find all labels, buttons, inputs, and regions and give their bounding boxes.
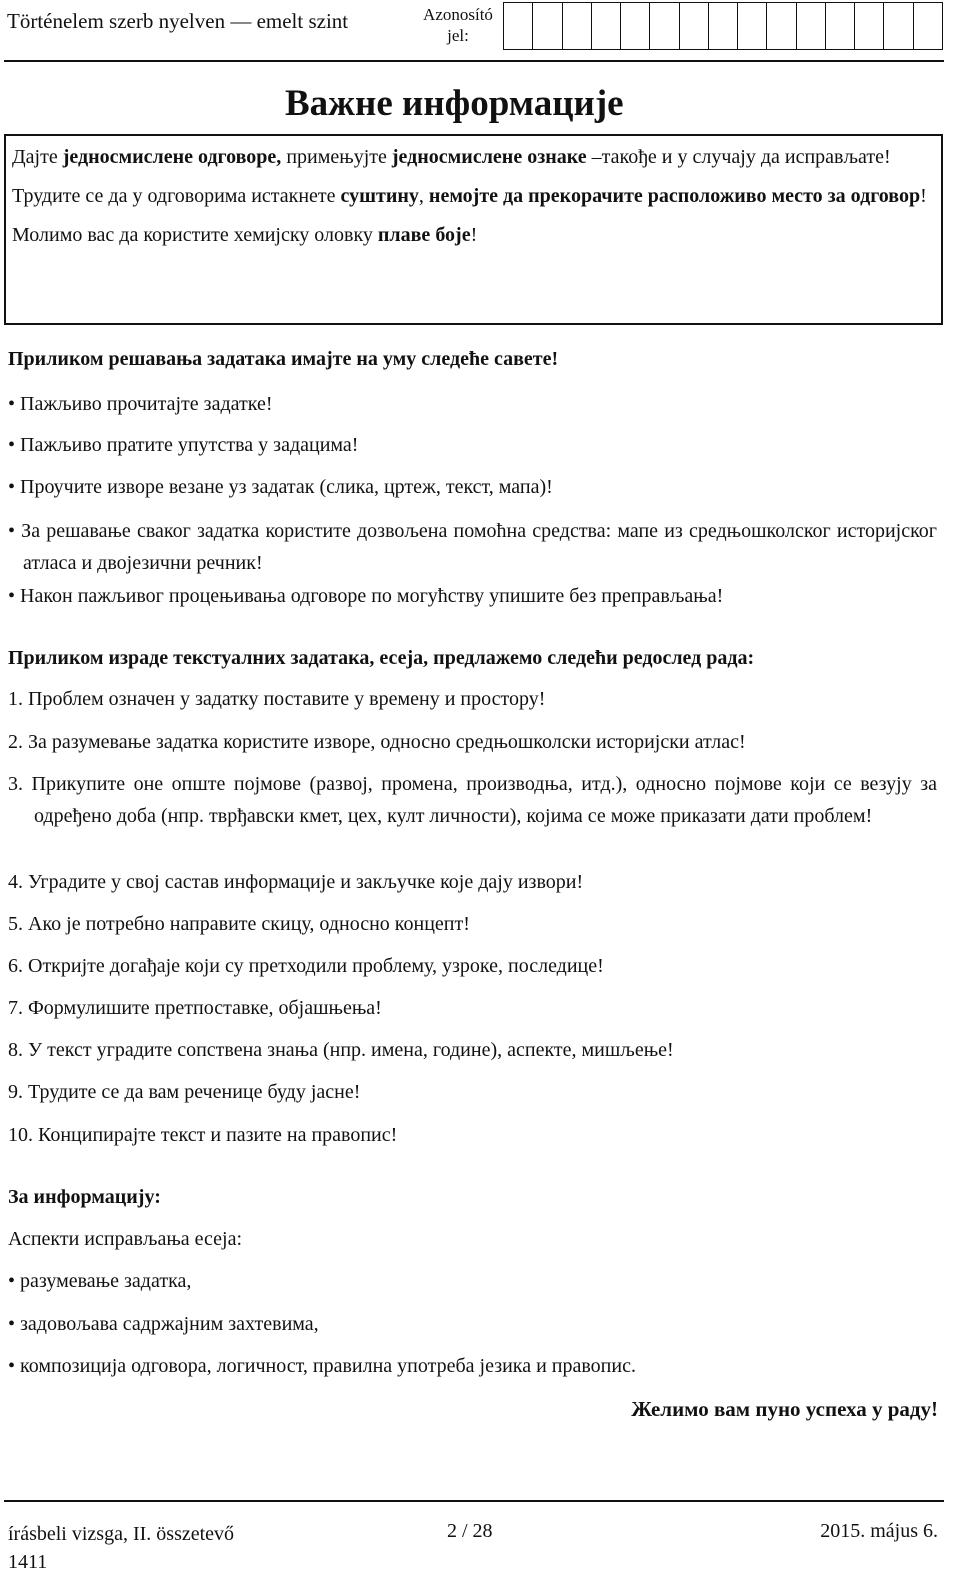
emphasis: једносмислене одговоре, xyxy=(62,146,282,168)
essay-step: 7. Формулишите претпоставке, објашњења! xyxy=(8,997,382,1019)
instruction-space xyxy=(12,183,935,210)
id-label xyxy=(420,4,496,46)
id-box[interactable] xyxy=(649,3,678,49)
essay-step: 4. Уградите у свој састав информације и закључке које дају извори! xyxy=(8,871,584,893)
closing-wish: Желимо вам пуно успеха у раду! xyxy=(631,1397,938,1421)
text: ! xyxy=(920,185,927,207)
emphasis: једносмислене ознаке xyxy=(391,146,587,168)
info-intro: Аспекти исправљања есеја: xyxy=(8,1228,243,1250)
footer-exam-info xyxy=(8,1520,234,1576)
tip-item: • За решавање сваког задатка користите дозвољена помоћна средства: мапе из средњошколског историјског атласа и двојезични речник! xyxy=(8,520,937,574)
tip-item: • Пажљиво пратите упутства у задацима! xyxy=(8,434,359,456)
emphasis: немојте да прекорачите расположиво место за одговор xyxy=(428,185,921,207)
id-box[interactable] xyxy=(796,3,825,49)
page-title: Важне информације xyxy=(285,83,624,124)
id-box[interactable] xyxy=(825,3,854,49)
tip-item: • Након пажљивог процењивања одговоре по могућству упишите без преправљања! xyxy=(8,585,724,607)
id-box[interactable] xyxy=(766,3,795,49)
exam-title: Történelem szerb nyelven — emelt szint xyxy=(7,9,349,33)
footer-divider xyxy=(4,1500,944,1502)
id-box[interactable] xyxy=(620,3,649,49)
id-box[interactable] xyxy=(562,3,591,49)
instruction-pen xyxy=(12,222,935,249)
footer-exam-part: írásbeli vizsga, II. összetevő xyxy=(8,1523,235,1545)
id-box[interactable] xyxy=(679,3,708,49)
info-item: • задовољава садржајним захтевима, xyxy=(8,1313,319,1335)
text: ! xyxy=(470,224,478,246)
info-item: • композиција одговора, логичност, правилна употреба језика и правопис. xyxy=(8,1355,636,1377)
text: , xyxy=(418,185,429,207)
id-box[interactable] xyxy=(854,3,883,49)
footer-exam-code: 1411 xyxy=(8,1551,48,1573)
essay-step: 5. Ако је потребно направите скицу, односно концепт! xyxy=(8,913,470,935)
id-label-line2: jel: xyxy=(447,26,469,45)
page-number: 2 / 28 xyxy=(447,1520,493,1542)
tip-item: • Проучите изворе везане уз задатак (слика, цртеж, текст, мапа)! xyxy=(8,476,553,498)
essay-step: 6. Откријте догађаје који су претходили проблему, узроке, последице! xyxy=(8,955,604,977)
essay-step: 9. Трудите се да вам реченице буду јасне! xyxy=(8,1081,361,1103)
instruction-answers xyxy=(12,144,935,171)
essay-heading: Приликом израде текстуалних задатака, есеја, предлажемо следећи редослед рада: xyxy=(8,647,755,669)
text: Дајте xyxy=(12,146,63,168)
essay-step: 1. Проблем означен у задатку поставите у времену и простору! xyxy=(8,688,546,710)
id-code-boxes xyxy=(503,2,943,50)
essay-step: 3. Прикупите оне опште појмове (развој, промена, производња, итд.), односно појмове који се везују за одређено доба (нпр. тврђавски кмет, цех, култ личности), којима се може приказати дати проблем! xyxy=(8,773,937,827)
id-box[interactable] xyxy=(504,3,532,49)
essay-step: 10. Конципирајте текст и пазите на правопис! xyxy=(8,1124,398,1146)
tips-heading: Приликом решавања задатака имајте на уму следеће савете! xyxy=(8,348,559,370)
essay-step: 8. У текст уградите сопствена знања (нпр. имена, године), аспекте, мишљење! xyxy=(8,1039,674,1061)
essay-step: 2. За разумевање задатка користите изворе, односно средњошколски историјски атлас! xyxy=(8,731,746,753)
text: –такође и у случају да исправљате! xyxy=(586,146,891,168)
info-heading: За информацију: xyxy=(8,1186,161,1208)
id-label-line1: Azonosító xyxy=(423,5,493,24)
emphasis: плаве боје xyxy=(377,224,471,246)
id-box[interactable] xyxy=(591,3,620,49)
text: Трудите се да у одговорима истакнете xyxy=(12,185,341,207)
tip-item: • Пажљиво прочитајте задатке! xyxy=(8,393,273,415)
id-box[interactable] xyxy=(708,3,737,49)
header-divider xyxy=(4,60,944,62)
text: Молимо вас да користите хемијску оловку xyxy=(12,224,378,246)
id-box[interactable] xyxy=(913,3,942,49)
id-box[interactable] xyxy=(532,3,561,49)
id-box[interactable] xyxy=(883,3,912,49)
id-box[interactable] xyxy=(737,3,766,49)
emphasis: суштину xyxy=(340,185,419,207)
text: примењујте xyxy=(281,146,392,168)
info-item: • разумевање задатка, xyxy=(8,1270,192,1292)
exam-date: 2015. május 6. xyxy=(820,1520,938,1542)
instructions-box xyxy=(4,134,943,325)
